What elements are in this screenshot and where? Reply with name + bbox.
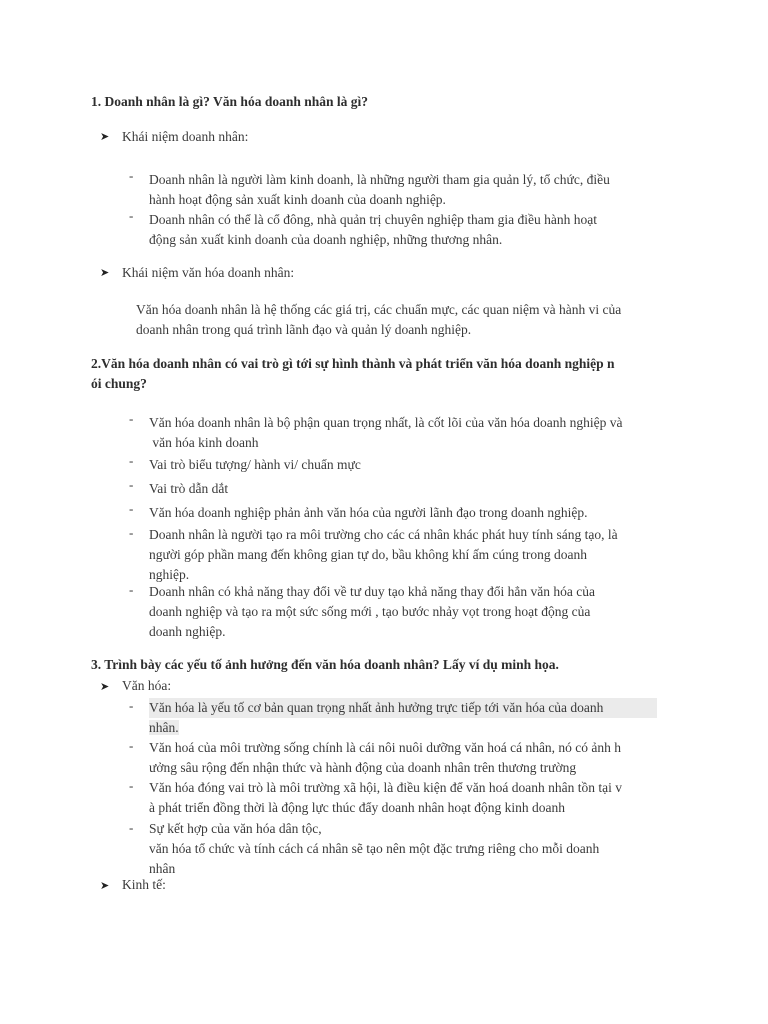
- list-item-line: doanh nghiệp và tạo ra một sức sống mới , tạo bước nhảy vọt trong hoạt động của: [149, 604, 591, 619]
- list-item: [149, 170, 610, 210]
- list-item-line: nhân.: [149, 720, 179, 735]
- dash-bullet-icon: -: [129, 525, 134, 540]
- list-item: [149, 738, 621, 778]
- list-item-line: Doanh nhân có khả năng thay đổi về tư duy tạo khả năng thay đổi hẳn văn hóa của: [149, 584, 595, 599]
- concept-culture-paragraph: [136, 300, 621, 340]
- concept-culture-label: Khái niệm văn hóa doanh nhân:: [122, 265, 295, 280]
- dash-bullet-icon: -: [129, 582, 134, 597]
- list-item-line: Văn hóa doanh nhân là bộ phận quan trọng nhất, là cốt lõi của văn hóa doanh nghiệp và: [149, 415, 623, 430]
- list-item-line: à phát triển đồng thời là động lực thúc đẩy doanh nhân hoạt động kinh doanh: [149, 800, 565, 815]
- arrow-bullet-icon: ➤: [100, 131, 110, 143]
- list-item: [149, 525, 618, 585]
- list-item: [149, 413, 623, 453]
- concept-entrepreneur-label: Khái niệm doanh nhân:: [122, 129, 249, 144]
- list-item-highlighted: [149, 698, 657, 738]
- list-item-line: Văn hóa đóng vai trò là môi trường xã hội, là điều kiện để văn hoá doanh nhân tồn tại v: [149, 780, 622, 795]
- dash-bullet-icon: -: [129, 411, 134, 426]
- list-item: Văn hóa doanh nghiệp phản ảnh văn hóa của người lãnh đạo trong doanh nghiệp.: [149, 505, 588, 520]
- dash-bullet-icon: -: [129, 501, 134, 516]
- list-item: [149, 819, 599, 879]
- list-item-line: Văn hóa là yếu tố cơ bản quan trọng nhất ảnh hưởng trực tiếp tới văn hóa của doanh: [149, 698, 657, 718]
- dash-bullet-icon: -: [129, 820, 134, 835]
- factor-culture-label: Văn hóa:: [122, 678, 172, 693]
- list-item-line: văn hóa kinh doanh: [149, 435, 259, 450]
- dash-bullet-icon: -: [129, 477, 134, 492]
- paragraph-line: Văn hóa doanh nhân là hệ thống các giá trị, các chuẩn mực, các quan niệm và hành vi của: [136, 302, 622, 317]
- list-item-line: Doanh nhân là người tạo ra môi trường cho các cá nhân khác phát huy tính sáng tạo, là: [149, 527, 618, 542]
- section-2-heading: [91, 354, 614, 394]
- list-item: [149, 582, 595, 642]
- list-item-line: nhân: [149, 861, 176, 876]
- paragraph-line: doanh nhân trong quá trình lãnh đạo và quản lý doanh nghiệp.: [136, 322, 472, 337]
- list-item-line: người góp phần mang đến không gian tự do, bầu không khí ấm cúng trong doanh: [149, 547, 587, 562]
- dash-bullet-icon: -: [129, 168, 134, 183]
- list-item-line: Doanh nhân là người làm kinh doanh, là những người tham gia quản lý, tổ chức, điều: [149, 172, 610, 187]
- dash-bullet-icon: -: [129, 208, 134, 223]
- list-item-line: nghiệp.: [149, 567, 190, 582]
- list-item: Vai trò dẫn dắt: [149, 481, 229, 496]
- section-3-heading: 3. Trình bày các yếu tố ảnh hưởng đến văn hóa doanh nhân? Lấy ví dụ minh họa.: [91, 657, 559, 672]
- arrow-bullet-icon: ➤: [100, 267, 110, 279]
- arrow-bullet-icon: ➤: [100, 880, 110, 892]
- list-item-line: Văn hoá của môi trường sống chính là cái nôi nuôi dưỡng văn hoá cá nhân, nó có ảnh h: [149, 740, 622, 755]
- arrow-bullet-icon: ➤: [100, 681, 110, 693]
- list-item: [149, 778, 622, 818]
- heading-line: ói chung?: [91, 376, 147, 391]
- list-item-line: văn hóa tổ chức và tính cách cá nhân sẽ tạo nên một đặc trưng riêng cho mỗi doanh: [149, 841, 600, 856]
- dash-bullet-icon: -: [129, 738, 134, 753]
- heading-line: 2.Văn hóa doanh nhân có vai trò gì tới sự hình thành và phát triển văn hóa doanh nghiệp n: [91, 356, 615, 371]
- section-1-heading: 1. Doanh nhân là gì? Văn hóa doanh nhân là gì?: [91, 94, 368, 109]
- list-item-line: ưởng sâu rộng đến nhận thức và hành động của doanh nhân trên thương trường: [149, 760, 577, 775]
- list-item-line: Sự kết hợp của văn hóa dân tộc,: [149, 821, 322, 836]
- factor-economy-label: Kinh tế:: [122, 877, 166, 892]
- dash-bullet-icon: -: [129, 453, 134, 468]
- list-item: [149, 210, 597, 250]
- list-item: Vai trò biểu tượng/ hành vi/ chuẩn mực: [149, 457, 361, 472]
- list-item-line: động sản xuất kinh doanh của doanh nghiệp, những thương nhân.: [149, 232, 503, 247]
- list-item-line: Doanh nhân có thể là cổ đông, nhà quản trị chuyên nghiệp tham gia điều hành hoạt: [149, 212, 597, 227]
- dash-bullet-icon: -: [129, 698, 134, 713]
- list-item-line: doanh nghiệp.: [149, 624, 226, 639]
- dash-bullet-icon: -: [129, 778, 134, 793]
- list-item-line: hành hoạt động sản xuất kinh doanh của doanh nghiệp.: [149, 192, 446, 207]
